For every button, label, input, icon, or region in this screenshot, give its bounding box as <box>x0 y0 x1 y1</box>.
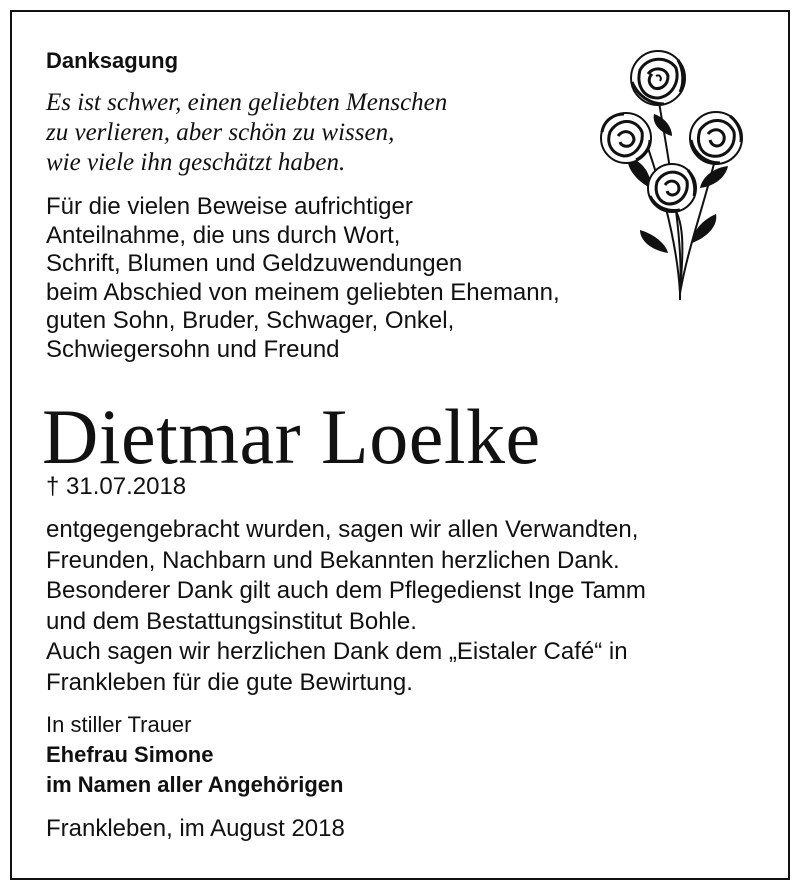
quote <box>46 88 447 178</box>
deceased-name: Dietmar Loelke <box>42 393 541 480</box>
body-line: Auch sagen wir herzlichen Dank dem „Eistaler Café“ in <box>46 638 628 665</box>
body-line: und dem Bestattungsinstitut Bohle. <box>46 607 417 635</box>
quote-line: wie viele ihn geschätzt haben. <box>46 149 346 176</box>
body-text <box>46 515 646 698</box>
intro-line: Schwiegersohn und Freund <box>46 335 340 363</box>
body-line: Besonderer Dank gilt auch dem Pflegedienst Inge Tamm <box>46 577 646 604</box>
roses-illustration-icon <box>588 38 770 300</box>
signature <box>46 710 343 800</box>
intro-line: Anteilnahme, die uns durch Wort, <box>46 221 401 249</box>
body-line: entgegengebracht wurden, sagen wir allen Verwandten, <box>46 516 639 543</box>
body-line: Frankleben für die gute Bewirtung. <box>46 668 413 696</box>
intro-line: Schrift, Blumen und Geldzuwendungen <box>46 250 463 277</box>
quote-line: zu verlieren, aber schön zu wissen, <box>46 119 395 146</box>
heading: Danksagung <box>46 48 179 73</box>
quote-line: Es ist schwer, einen geliebten Menschen <box>46 89 448 116</box>
place-date: Frankleben, im August 2018 <box>46 815 345 842</box>
signature-name: Ehefrau Simone <box>46 742 214 767</box>
intro-text <box>46 193 560 364</box>
signature-line: im Namen aller Angehörigen <box>46 772 344 797</box>
signature-line: In stiller Trauer <box>46 712 192 737</box>
body-line: Freunden, Nachbarn und Bekannten herzlichen Dank. <box>46 546 620 574</box>
intro-line: beim Abschied von meinem geliebten Ehemann, <box>46 278 560 306</box>
intro-line: Für die vielen Beweise aufrichtiger <box>46 193 413 220</box>
intro-line: guten Sohn, Bruder, Schwager, Onkel, <box>46 307 455 334</box>
death-date: † 31.07.2018 <box>46 473 187 500</box>
